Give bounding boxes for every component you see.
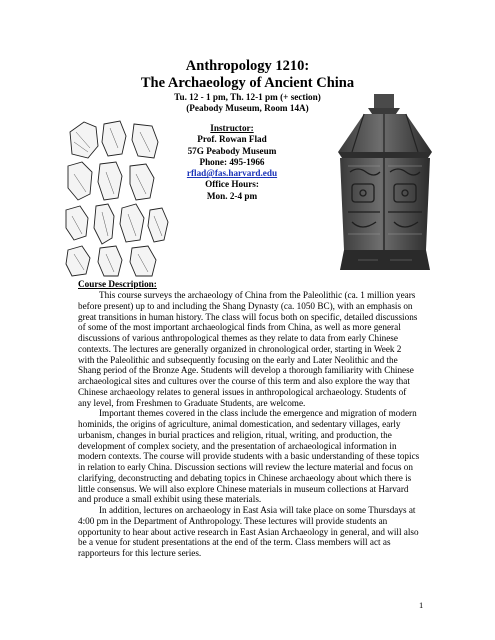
instructor-name: Prof. Rowan Flad (197, 134, 267, 145)
course-description-body (78, 290, 420, 559)
instructor-email-link[interactable]: rflad@fas.harvard.edu (186, 168, 278, 179)
office-hours-label: Office Hours: (205, 179, 259, 190)
instructor-heading: Instructor: (210, 123, 254, 133)
stone-tools-image (62, 118, 172, 280)
page-number: 1 (419, 600, 424, 610)
instructor-block (162, 123, 302, 202)
instructor-phone: Phone: 495-1966 (199, 156, 265, 167)
description-paragraph: This course surveys the archaeology of China from the Paleolithic (ca. 1 million years before present) up to and including the Shang Dynasty (ca. 1050 BC), with an emphasis on great transitions in human history. The class will focus both on specific, detailed discussions of some of the most important archaeological finds from China, as well as more general discussions of various anthropological themes as they relate to data from early Chinese contexts. The lectures are generally organized in chronological order, starting in Week 2 with the Paleolithic and subsequently focusing on the early and Later Neolithic and the Shang period of the Bronze Age. Students will develop a thorough familiarity with Chinese archaeological sites and cultures over the course of this term and also explore the way that Chinese archaeology relates to general issues in anthropological archaeology. Students of any level, from Freshmen to Graduate Students, are welcome. (78, 290, 418, 408)
course-description-heading: Course Description: (78, 279, 157, 289)
description-paragraph: Important themes covered in the class include the emergence and migration of modern hominids, the origins of agriculture, animal domestication, and sedentary villages, early urbanism, changes in burial practices and religion, ritual, writing, and production, the development of complex society, and the presentation of archaeological information in modern contexts. The course will provide students with a basic understanding of these topics in relation to early China. Discussion sections will review the lecture material and focus on clarifying, deconstructing and debating topics in Chinese archaeology about which there is little consensus. We will also explore Chinese materials in museum collections at Harvard and produce a small exhibit using these materials. (78, 408, 420, 505)
description-paragraph: In addition, lectures on archaeology in East Asia will take place on some Thursdays at 4:00 pm in the Department of Anthropology. These lectures will provide students an opportunity to hear about active research in East Asian Archaeology in general, and will also be a venue for student presentations at the end of the term. Class members will act as rapporteurs for this lecture series. (78, 505, 419, 558)
office-hours: Mon. 2-4 pm (206, 190, 258, 201)
bronze-vessel-image (318, 92, 450, 280)
course-title: The Archaeology of Ancient China (140, 75, 355, 91)
course-schedule: Tu. 12 - 1 pm, Th. 12-1 pm (+ section) (174, 92, 321, 102)
course-location: (Peabody Museum, Room 14A) (186, 103, 309, 113)
course-number: Anthropology 1210: (185, 58, 310, 74)
instructor-office: 57G Peabody Museum (187, 145, 277, 156)
